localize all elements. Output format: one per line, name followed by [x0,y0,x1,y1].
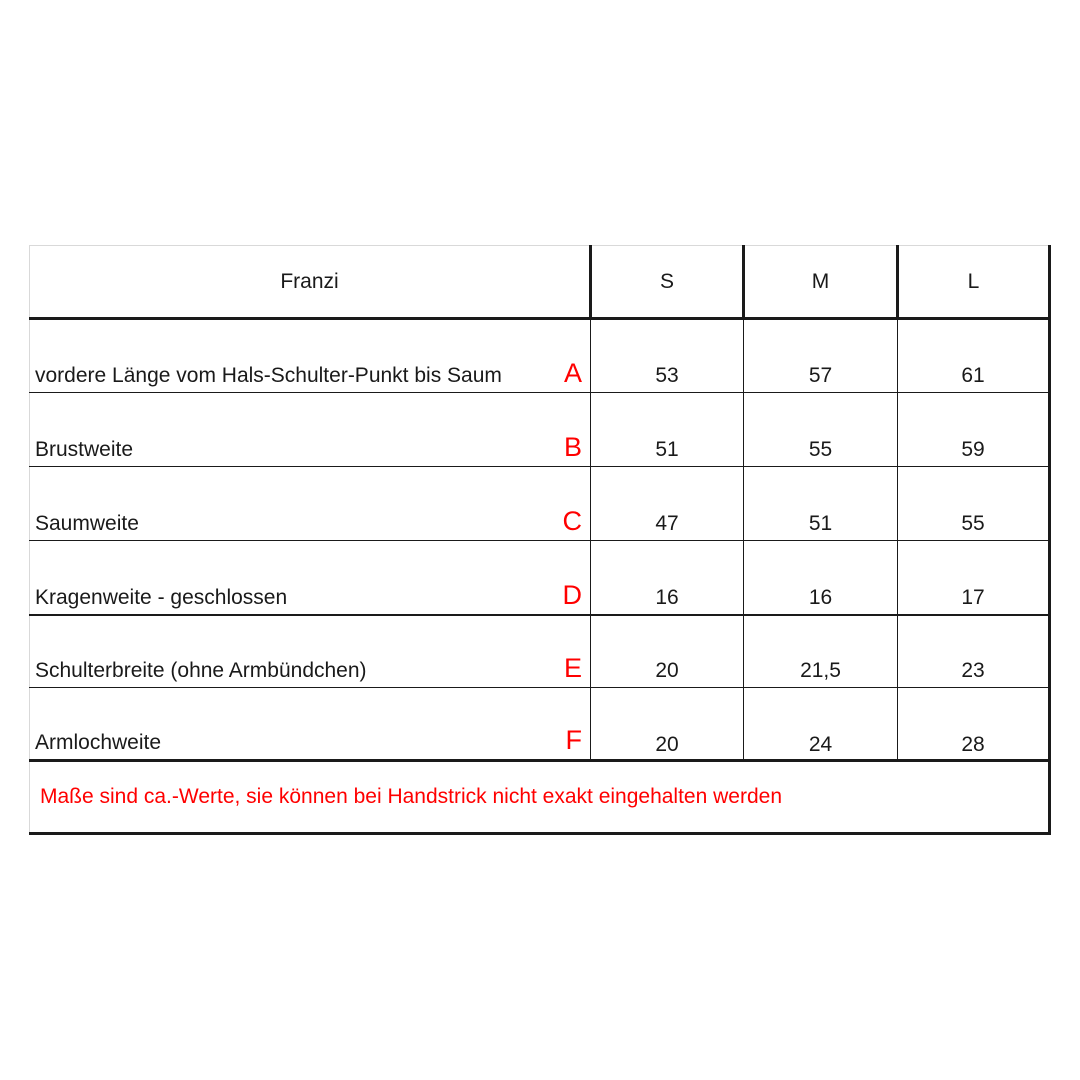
row-label-c [30,467,590,540]
value-cell: 55 [961,512,985,535]
value-cell: 16 [808,586,833,609]
size-chart-table [29,245,1051,835]
value-cell: 24 [808,733,833,756]
measurement-letter: A [563,358,582,388]
value-cell: 20 [655,659,679,682]
row-label-d [30,541,590,614]
value-cell: 51 [655,438,679,461]
measurement-letter: B [563,432,582,462]
value-cell: 55 [808,438,833,461]
header-size-m: M [811,269,830,293]
measurement-label: Brustweite [35,438,134,461]
row-label-f [30,688,590,759]
table-right-border [1048,245,1051,835]
table-bottom-border [29,832,1051,835]
measurement-label: vordere Länge vom Hals-Schulter-Punkt bis Saum [35,364,502,387]
value-cell: 20 [655,733,679,756]
header-title: Franzi [280,269,339,293]
value-cell: 53 [655,364,679,387]
value-cell: 47 [655,512,679,535]
footnote: Maße sind ca.-Werte, sie können bei Handstrick nicht exakt eingehalten werden [40,785,783,808]
header-size-s: S [659,269,674,293]
value-cell: 28 [961,733,985,756]
row-label-e [30,616,590,687]
value-cell: 59 [961,438,985,461]
value-cell: 51 [808,512,833,535]
value-cell: 61 [961,364,985,387]
value-cell: 21,5 [800,659,841,682]
header-size-l: L [967,269,980,293]
value-cell: 23 [961,659,985,682]
measurement-label: Saumweite [35,512,139,535]
measurement-letter: D [562,580,582,610]
measurement-label: Kragenweite - geschlossen [35,586,288,609]
value-cell: 16 [655,586,679,609]
measurement-letter: F [565,725,582,755]
measurement-letter: E [563,653,582,683]
measurement-label: Armlochweite [35,731,162,754]
value-cell: 57 [808,364,833,387]
row-label-b [30,393,590,466]
row-label-a [30,320,590,392]
measurement-letter: C [562,506,582,536]
measurement-label: Schulterbreite (ohne Armbündchen) [35,659,367,682]
value-cell: 17 [961,586,985,609]
